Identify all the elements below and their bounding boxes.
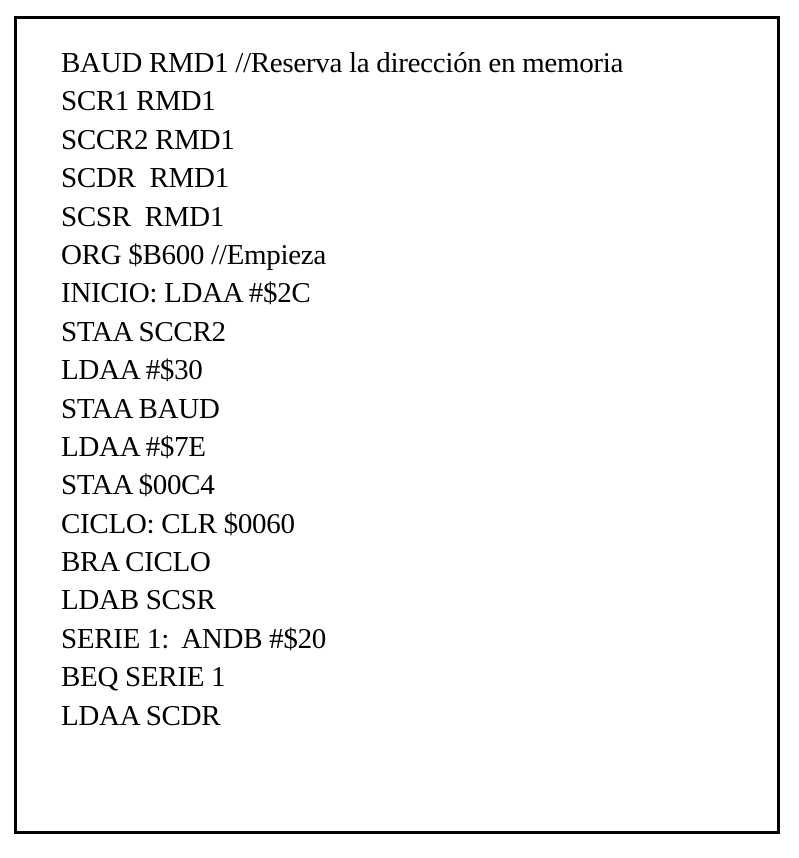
- code-line: SERIE 1: ANDB #$20: [61, 622, 326, 655]
- code-line: SCDR RMD1: [61, 162, 229, 195]
- code-line: STAA BAUD: [61, 392, 220, 425]
- code-box: [14, 16, 780, 834]
- code-line: BRA CICLO: [61, 546, 211, 579]
- code-line: BEQ SERIE 1: [61, 661, 226, 694]
- code-line: STAA $00C4: [61, 469, 215, 502]
- code-listing: [61, 44, 623, 735]
- code-line: SCSR RMD1: [61, 200, 225, 233]
- code-line: LDAA #$30: [61, 354, 203, 387]
- code-line: LDAB SCSR: [61, 584, 216, 617]
- code-line: SCCR2 RMD1: [61, 123, 235, 156]
- code-line: INICIO: LDAA #$2C: [61, 277, 311, 310]
- code-line: STAA SCCR2: [61, 315, 226, 348]
- code-line: SCR1 RMD1: [61, 85, 216, 118]
- code-line: ORG $B600 //Empieza: [61, 238, 326, 271]
- code-line: CICLO: CLR $0060: [61, 507, 295, 540]
- code-line: LDAA #$7E: [61, 430, 206, 463]
- code-line: LDAA SCDR: [61, 699, 221, 732]
- code-line: BAUD RMD1 //Reserva la dirección en memoria: [61, 47, 624, 79]
